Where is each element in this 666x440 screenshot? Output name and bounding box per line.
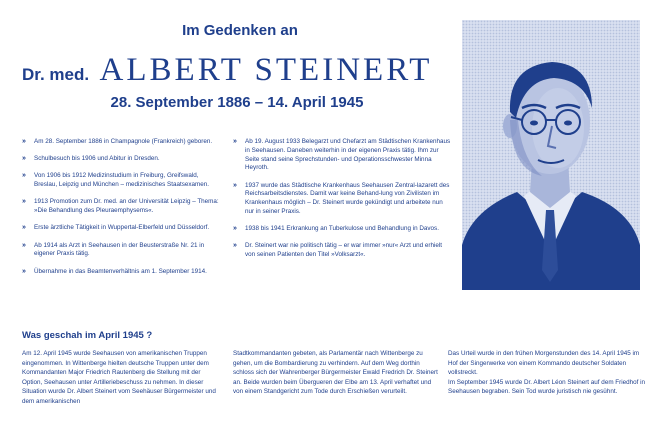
list-item: » 1938 bis 1941 Erkrankung an Tuberkulose und Behandlung in Davos. [233, 225, 439, 233]
list-item: » Schulbesuch bis 1906 und Abitur in Dresden. [22, 155, 160, 163]
list-item: » Ab 19. August 1933 Belegarzt und Chefarzt am Städtischen Krankenhaus in Seehausen. Daneben weiterhin in der eigenen Praxis tätig. Ihm zur Seite stand seine Sprechstunden- und Operationsschwester Minna Heyroth. [233, 138, 451, 172]
portrait-photo [462, 20, 640, 290]
bullet-arrow-icon: » [233, 225, 237, 233]
biography-right-column [233, 138, 453, 268]
paragraph: Das Urteil wurde in den frühen Morgenstunden des 14. April 1945 im Hof der Singerwerke von einem Kommando deutscher Soldaten vollstreckt. [448, 350, 640, 377]
list-item: » 1913 Promotion zum Dr. med. an der Universität Leipzig – Thema: »Die Behandlung des Pleuraemphysems«. [22, 198, 219, 215]
bullet-arrow-icon: » [233, 181, 237, 189]
list-item: » Erste ärztliche Tätigkeit in Wuppertal-Elberfeld und Düsseldorf. [22, 224, 210, 232]
name-line [22, 52, 452, 89]
bullet-arrow-icon: » [22, 198, 26, 206]
title-prefix: Dr. med. [22, 65, 90, 84]
life-dates: 28. September 1886 – 14. April 1945 [110, 94, 364, 111]
bullet-arrow-icon: » [22, 267, 26, 275]
list-item: » Von 1906 bis 1912 Medizinstudium in Freiburg, Greifswald, Breslau, Leipzig und München – medizinisches Staatsexamen. [22, 172, 210, 189]
person-name: ALBERT STEINERT [99, 52, 433, 88]
list-item: » 1937 wurde das Städtische Krankenhaus Seehausen Zentral-lazarett des Reichsarbeitsdienstes. Damit war keine Behand-lung von Zivilisten im Krankenhaus möglich – Dr. Steinert wurde gekündigt und arbeitete nun nur in seiner Praxis. [233, 181, 450, 215]
section-title: Was geschah im April 1945 ? [22, 330, 153, 341]
bullet-arrow-icon: » [233, 242, 237, 250]
paragraph: Im September 1945 wurde Dr. Albert Léon Steinert auf dem Friedhof in Seehausen begraben. Sein Tod wurde juristisch nie gesühnt. [448, 378, 646, 396]
list-item: » Dr. Steinert war nie politisch tätig – er war immer »nur« Arzt und erhielt von seinen Patienten den Titel »Volksarzt«. [233, 242, 443, 259]
bullet-arrow-icon: » [22, 224, 26, 232]
memorial-heading: Im Gedenken an [182, 22, 298, 39]
bullet-arrow-icon: » [22, 172, 26, 180]
list-item: » Am 28. September 1886 in Champagnole (Frankreich) geboren. [22, 138, 213, 145]
section-text-column-1: Am 12. April 1945 wurde Seehausen von amerikanischen Truppen eingenommen. In Wittenberge hielten deutsche Truppen unter dem Kommandanten Major Friedrich Rautenberg die Stellung mit der Option, Seehausen unter Artilleriebeschuss zu nehmen. In dieser Situation wurde Dr. Albert Steinert vom Seehäuser Bürgermeister und dem amerikanischen [22, 350, 216, 405]
biography-left-column [22, 138, 222, 285]
bullet-arrow-icon: » [22, 155, 26, 163]
list-item: » Ab 1914 als Arzt in Seehausen in der Beusterstraße Nr. 21 in eigener Praxis tätig. [22, 241, 205, 258]
bullet-arrow-icon: » [22, 241, 26, 249]
bullet-arrow-icon: » [233, 138, 237, 145]
section-text-column-3 [448, 349, 648, 397]
section-text-column-2: Stadtkommandanten gebeten, als Parlamentär nach Wittenberge zu gehen, um die Bombardierung zu verhindern. Auf dem Weg dorthin schloss sich der Wahrenberger Bürgermeister Ewald Fredrich Dr. Steinert an. Beide wurden beim Übergueren der Elbe am 13. April verhaftet und von einem Standgericht zum Tode durch Erschießen verurteilt. [233, 350, 438, 396]
list-item: » Übernahme in das Beamtenverhältnis am 1. September 1914. [22, 267, 207, 275]
bullet-arrow-icon: » [22, 138, 26, 145]
